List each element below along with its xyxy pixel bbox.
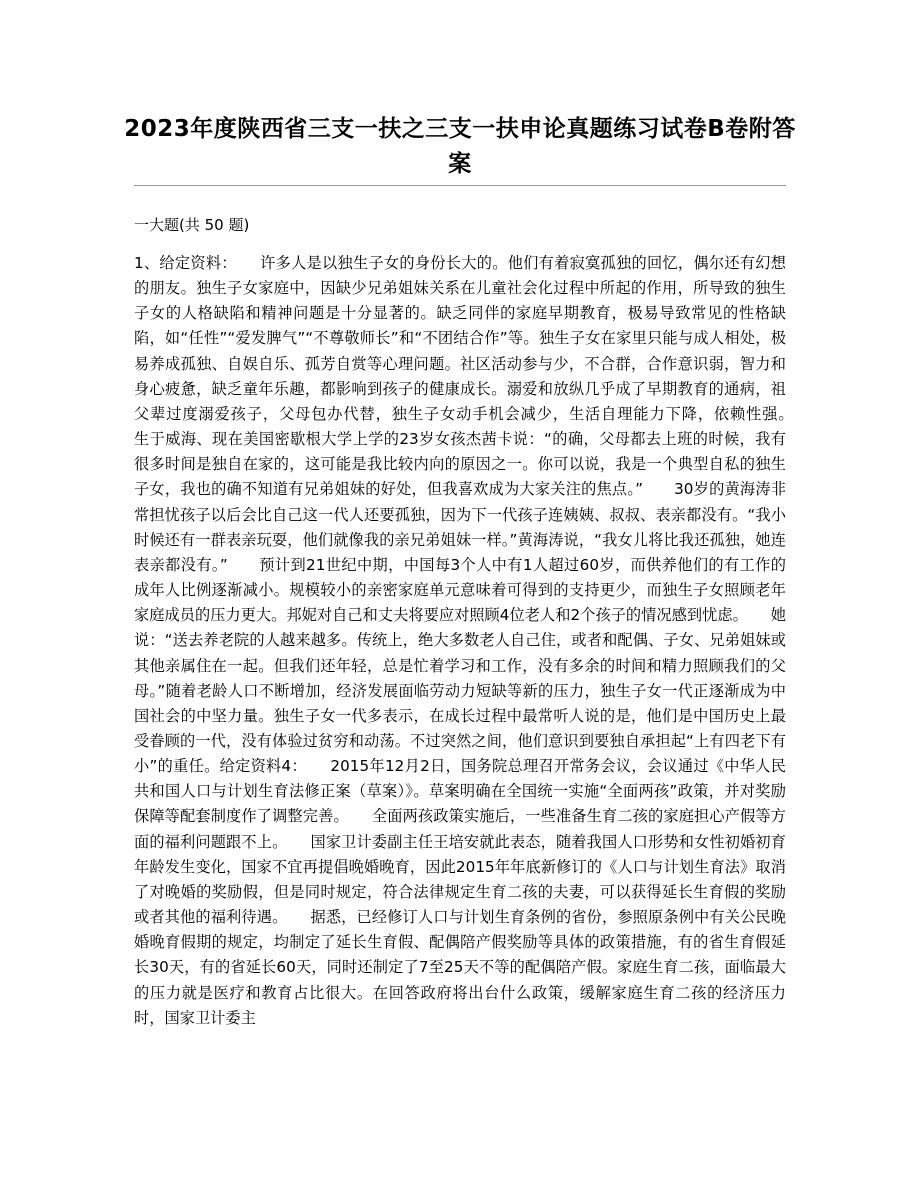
document-title: 2023年度陕西省三支一扶之三支一扶申论真题练习试卷B卷附答案 <box>124 116 796 177</box>
title-divider <box>134 185 786 186</box>
question-1-text: 1、给定资料： 许多人是以独生子女的身份长大的。他们有着寂寞孤独的回忆，偶尔还有幻想的朋友。独生子女家庭中，因缺少兄弟姐妹关系在儿童社会化过程中所起的作用，所导致的独生子女的人格缺陷和精神问题是十分显著的。缺乏同伴的家庭早期教育，极易导致常见的性格缺陷，如“任性”“爱发脾气”“不尊敬师长”和“不团结合作”等。独生子女在家里只能与成人相处，极易养成孤独、自娱自乐、孤芳自赏等心理问题。社区活动参与少，不合群，合作意识弱，智力和身心疲惫，缺乏童年乐趣，都影响到孩子的健康成长。溺爱和放纵几乎成了早期教育的通病，祖父辈过度溺爱孩子，父母包办代替，独生子女动手机会减少，生活自理能力下降，依赖性强。 生于威海、现在美国密歇根大学上学的23岁女孩杰茜卡说：“的确，父母都去上班的时候，我有很多时间是独自在家的，这可能是我比较内向的原因之一。你可以说，我是一个典型自私的独生子女，我也的确不知道有兄弟姐妹的好处，但我喜欢成为大家关注的焦点。” 30岁的黄海涛非常担忧孩子以后会比自己这一代人还要孤独，因为下一代孩子连姨姨、叔叔、表亲都没有。“我小时候还有一群表亲玩耍，他们就像我的亲兄弟姐妹一样。”黄海涛说，“我女儿将比我还孤独，她连表亲都没有。” 预计到21世纪中期，中国每3个人中有1人超过60岁，而供养他们的有工作的成年人比例逐渐减小。规模较小的亲密家庭单元意味着可得到的支持更少，而独生子女照顾老年家庭成员的压力更大。邦妮对自己和丈夫将要应对照顾4位老人和2个孩子的情况感到忧虑。 她说：“送去养老院的人越来越多。传统上，绝大多数老人自己住，或者和配偶、子女、兄弟姐妹或其他亲属住在一起。但我们还年轻，总是忙着学习和工作，没有多余的时间和精力照顾我们的父母。”随着老龄人口不断增加，经济发展面临劳动力短缺等新的压力，独生子女一代正逐渐成为中国社会的中坚力量。独生子女一代多表示，在成长过程中最常听人说的是，他们是中国历史上最受眷顾的一代，没有体验过贫穷和动荡。不过突然之间，他们意识到要独自承担起“上有四老下有小”的重任。给定资料4： 2015年12月2日，国务院总理召开常务会议，会议通过《中华人民共和国人口与计划生育法修正案（草案）》。草案明确在全国统一实施“全面两孩”政策，并对奖励保障等配套制度作了调整完善。 全面两孩政策实施后，一些准备生育二孩的家庭担心产假等方面的福利问题跟不上。 国家卫计委副主任王培安就此表态，随着我国人口形势和女性初婚初育年龄发生变化，国家不宜再提倡晚婚晚育，因此2015年年底新修订的《人口与计划生育法》取消了对晚婚的奖励假，但是同时规定，符合法律规定生育二孩的夫妻，可以获得延长生育假的奖励或者其他的福利待遇。 据悉，已经修订人口与计划生育条例的省份，参照原条例中有关公民晚婚晚育假期的规定，均制定了延长生育假、配偶陪产假奖励等具体的政策措施，有的省生育假延长30天，有的省延长60天，同时还制定了7至25天不等的配偶陪产假。家庭生育二孩，面临最大的压力就是医疗和教育占比很大。在回答政府将出台什么政策，缓解家庭生育二孩的经济压力时，国家卫计委主 <box>134 254 817 1027</box>
section-heading: 一大题(共 50 题) <box>134 216 250 234</box>
